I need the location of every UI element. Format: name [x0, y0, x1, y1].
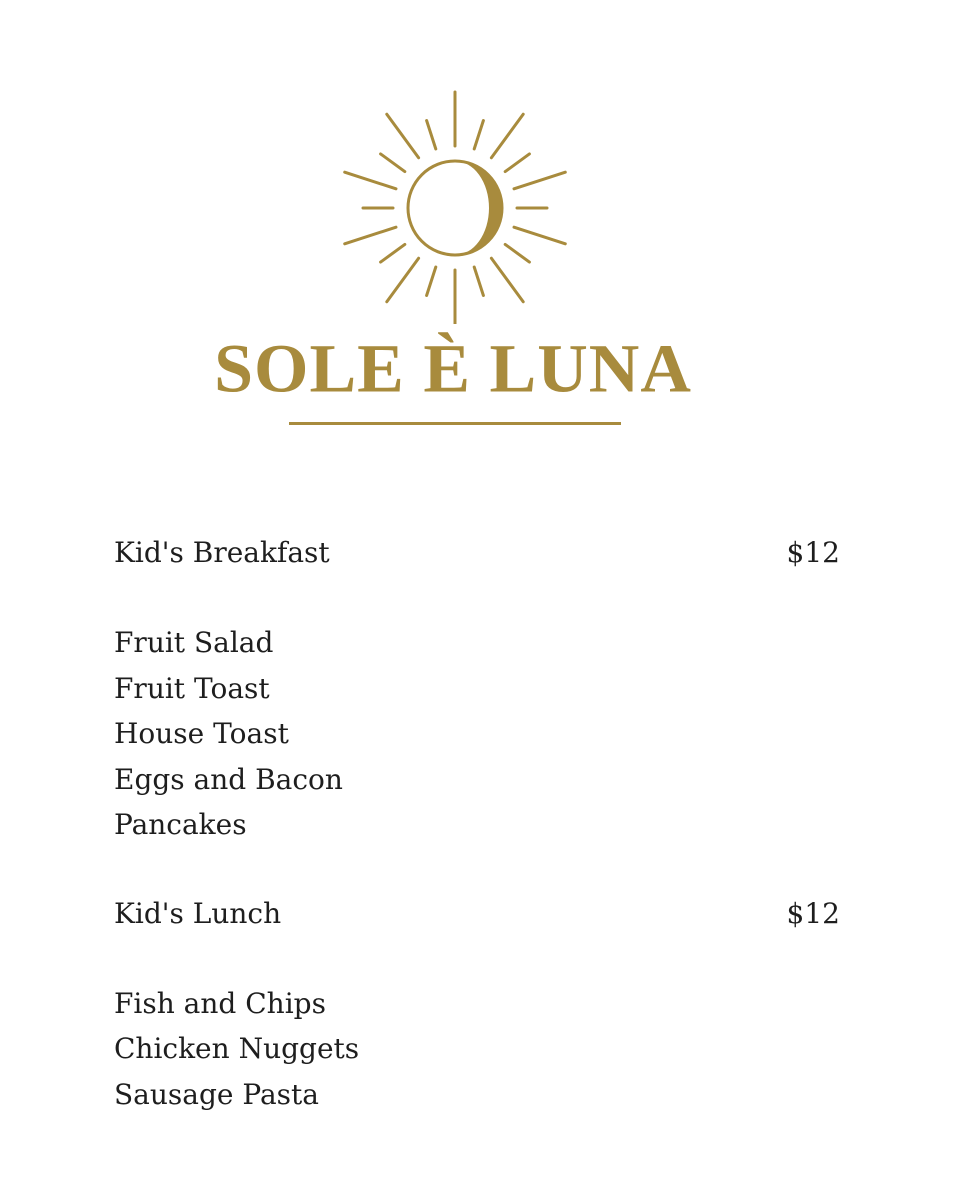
sun-ray: [387, 258, 419, 302]
menu-item: Fish and Chips: [114, 986, 326, 1020]
sun-ray: [505, 154, 529, 172]
logo: [0, 0, 956, 440]
sun-ray: [514, 172, 565, 189]
sun-ray: [381, 244, 405, 262]
sun-ray: [505, 244, 529, 262]
section-items: [114, 620, 840, 848]
menu-item: Sausage Pasta: [114, 1077, 319, 1111]
sun-ray: [387, 114, 419, 158]
brand-name: SOLE È LUNA: [214, 331, 692, 408]
section-items: [114, 981, 840, 1118]
section-title: Kid's Lunch: [114, 896, 282, 930]
section-header: [114, 891, 840, 936]
sun-ray: [381, 154, 405, 172]
sun-ray: [474, 121, 483, 150]
section-title: Kid's Breakfast: [114, 536, 330, 569]
menu-item: House Toast: [114, 717, 289, 750]
menu: [114, 530, 840, 1117]
sun-ray: [491, 114, 523, 158]
sun-ray: [345, 172, 396, 189]
section-price: $12: [786, 536, 840, 569]
menu-section-lunch: [114, 891, 840, 1118]
menu-item: Pancakes: [114, 808, 247, 841]
sun-ray: [491, 258, 523, 302]
sun-ray: [345, 227, 396, 244]
sun-ray: [427, 267, 436, 296]
menu-item: Fruit Toast: [114, 671, 270, 705]
sun-ray: [474, 267, 483, 296]
menu-item: Eggs and Bacon: [114, 762, 343, 796]
brand-underline: [289, 422, 621, 425]
sun-ray: [514, 227, 565, 244]
menu-item: Chicken Nuggets: [114, 1032, 360, 1065]
sun-moon-icon: [337, 88, 573, 324]
section-price: $12: [786, 896, 840, 930]
sun-ray: [427, 121, 436, 150]
section-header: [114, 530, 840, 575]
menu-item: Fruit Salad: [114, 626, 274, 659]
menu-section-breakfast: [114, 530, 840, 848]
